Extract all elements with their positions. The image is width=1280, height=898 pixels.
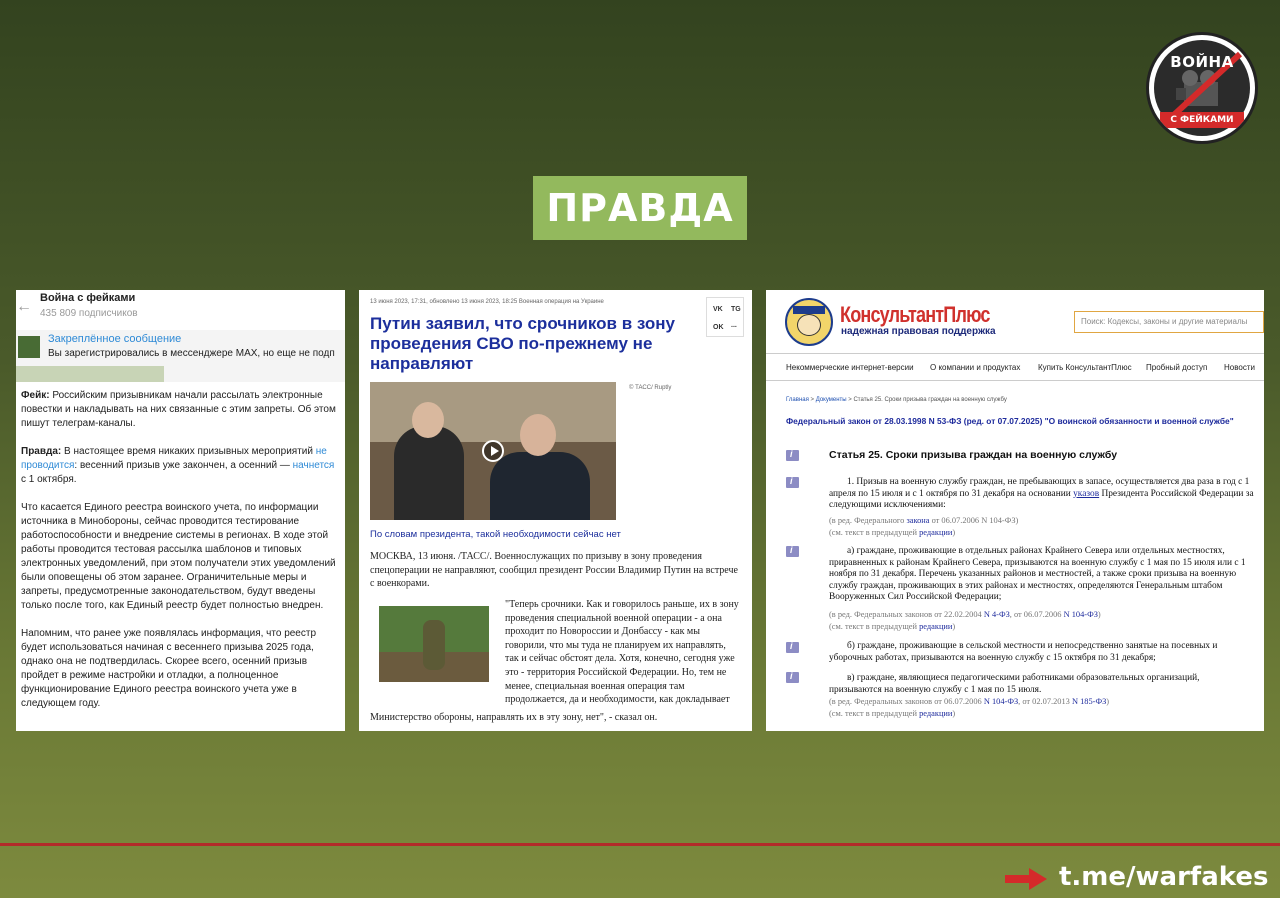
revision-note-v: (в ред. Федеральных законов от 06.07.2006 N 104-ФЗ, от 02.07.2013 N 185-ФЗ) [829,697,1110,706]
pinned-text: Вы зарегистрировались в мессенджере MAX, но еще не подп [48,348,335,359]
nav-news[interactable]: Новости [1224,363,1255,372]
paragraph-b: б) граждане, проживающие в сельской местности и непосредственно занятые на посевных и уборочных работах, призываются на военную службу с 15 октября по 31 декабря; [829,641,1218,663]
paragraph-a: а) граждане, проживающие в отдельных районах Крайнего Севера или отдельных местностях, приравненных к районам Крайнего Севера, призываются на военную службу с 1 мая по 15 июля или с 1 ноября по 31 декабря. Перечень указанных районов и местностей, а также сроки призыва на военную службу граждан, проживающих в этих районах и местностях, определяются Генеральным штабом Вооруженных Сил Российской Федерации; [829,546,1246,603]
footer-divider [0,843,1280,846]
telegram-screenshot [16,290,345,731]
truth-text-3: с 1 октября. [21,474,77,485]
see-previous-note: (см. текст в предыдущей редакции) [829,528,956,537]
info-icon[interactable] [786,672,799,683]
article-lead: МОСКВА, 13 июня. /ТАСС/. Военнослужащих по призыву в зону проведения спецоперации не направляют, сообщил президент России Владимир Путин на встрече с военкорами. [370,551,738,589]
channel-name: Война с фейками [40,292,136,304]
law-link[interactable]: закона [906,516,930,525]
truth-label: Правда: [21,446,62,457]
photo-caption: По словам президента, такой необходимости сейчас нет [370,529,621,540]
search-input[interactable]: Поиск: Кодексы, законы и другие материалы [1074,311,1264,333]
article-heading: Статья 25. Сроки призыва граждан на военную службу [829,449,1118,461]
paragraph-1 [829,477,1254,512]
breadcrumb-documents[interactable]: Документы [815,397,847,403]
soldier-image [379,606,489,682]
top-nav [766,353,1264,381]
reminder-paragraph: Напомним, что ранее уже появлялась информация, что реестр будет использоваться начиная с весеннего призыва 2025 года, однако она не подтвердилась. Скорее всего, осенний призыв пройдет в режиме настройки и отладки, а полноценное функционирование Единого реестра воинского учета уже в следующем году. [21,628,317,709]
logo-text-bottom: С ФЕЙКАМИ [1160,112,1244,128]
consultant-brand[interactable]: КонсультантПлюс [840,302,990,327]
play-icon[interactable] [482,440,504,462]
subscriber-count: 435 809 подписчиков [40,308,138,319]
telegram-share-icon[interactable]: TG [731,306,741,313]
article-title: Путин заявил, что срочников в зону проведения СВО по-прежнему не направляют [370,314,676,373]
arrow-right-icon [1005,868,1047,890]
previous-edition-link[interactable]: редакции [919,528,953,537]
fake-text: Российским призывникам начали рассылать электронные повестки и накладывать на них связанные с этим запреты. Об этом пишут телеграм-каналы. [21,390,336,429]
logo-text-top: ВОЙНА [1170,53,1234,71]
article-quote: "Теперь срочники. Как и говорилось раньше, их в зону проведения специальной военной операции - а она проходит по Новороссии и Донбассу - как мы говорили, что мы туда не планируем их направлять, так и сейчас обстоят дела. Хотя, конечно, сегодня уже это - территория Российской Федерации. Но, тем не менее, специальная военная операция там продолжается, да и необходимости, как докладывает [505,599,739,706]
p1-text: 1. Призыв на военную службу граждан, не пребывающих в запасе, осуществляется два раза в год с 1 апреля по 15 июля и с 1 октября по 31 декабря на основании [829,477,1250,499]
paragraph-v: в) граждане, являющиеся педагогическими работниками образовательных организаций, призываются на военную службу с 1 мая по 15 июля. [829,673,1200,695]
tass-screenshot [359,290,752,731]
breadcrumb-current: Статья 25. Сроки призыва граждан на военную службу [853,397,1007,403]
verdict-badge: ПРАВДА [533,176,747,240]
decrees-link[interactable]: указов [1073,488,1100,499]
fake-label: Фейк: [21,390,50,401]
info-icon[interactable] [786,546,799,557]
link-not-held[interactable]: не проводится [21,446,327,471]
revision-note: (в ред. Федерального закона от 06.07.2006 N 104-ФЗ) [829,516,1019,525]
pinned-thumbnail [18,336,40,358]
info-icon[interactable] [786,642,799,653]
p1-text-end: Президента Российской Федерации за следующими исключениями: [829,488,1254,511]
truth-text-2: : весенний призыв уже закончен, а осенний — [74,460,290,471]
back-arrow-icon[interactable]: ← [16,298,32,315]
nav-about[interactable]: О компании и продуктах [930,363,1021,372]
consultant-mascot-logo[interactable] [785,298,833,346]
registry-paragraph: Что касается Единого реестра воинского учета, по информации источника в Минобороны, сейчас проводится тестирование работоспособности и внедрение системы в регионах. В ходе этой работы проводится тестовая рассылка шаблонов и типовых электронных уведомлений, при этом получатели этих уведомлений были оповещены об этом заранее. Ограничительные меры и запреты, предусмотренные законодательством, будут введены только после того, как Единый реестр будет полностью внедрен. [21,502,336,611]
article-video[interactable] [370,382,616,520]
nav-noncommercial[interactable]: Некоммерческие интернет-версии [786,363,914,372]
ok-share-icon[interactable]: OK [713,324,724,331]
pinned-preview-strip [16,366,164,382]
nav-trial[interactable]: Пробный доступ [1146,363,1208,372]
war-on-fakes-logo [1146,32,1258,144]
channel-link[interactable]: t.me/warfakes [1059,862,1269,892]
telegram-header [16,290,345,330]
post-body [21,389,341,725]
more-share-icon[interactable]: ... [731,322,737,329]
article-quote-end: Министерство обороны, направлять их в эту зону, нет", - сказал он. [370,712,658,723]
see-previous-note-v: (см. текст в предыдущей редакции) [829,709,956,718]
see-previous-note-a: (см. текст в предыдущей редакции) [829,622,956,631]
consultant-screenshot [766,290,1264,731]
fake-paragraph [21,389,341,431]
link-will-begin[interactable]: начнется [292,460,335,471]
info-icon[interactable] [786,450,799,461]
info-icon[interactable] [786,477,799,488]
revision-note-a: (в ред. Федеральных законов от 22.02.2004 N 4-ФЗ, от 06.07.2006 N 104-ФЗ) [829,610,1101,619]
photo-credit: © ТАСС/ Ruptly [629,385,672,391]
breadcrumb-home[interactable]: Главная [786,397,809,403]
vk-share-icon[interactable]: VK [713,306,723,313]
breadcrumb: Главная > Документы > Статья 25. Сроки призыва граждан на военную службу [786,397,1007,403]
truth-text: В настоящее время никаких призывных мероприятий [64,446,313,457]
article-meta: 13 июня 2023, 17:31, обновлено 13 июня 2023, 18:25 Военная операция на Украине [370,299,604,305]
consultant-slogan: надежная правовая поддержка [841,326,996,337]
law-title: Федеральный закон от 28.03.1998 N 53-ФЗ (ред. от 07.07.2025) "О воинской обязанности и военной службе" [786,416,1234,426]
pinned-message[interactable] [16,330,345,382]
nav-buy[interactable]: Купить КонсультантПлюс [1038,363,1132,372]
pinned-title: Закреплённое сообщение [48,333,182,345]
truth-paragraph [21,445,341,487]
